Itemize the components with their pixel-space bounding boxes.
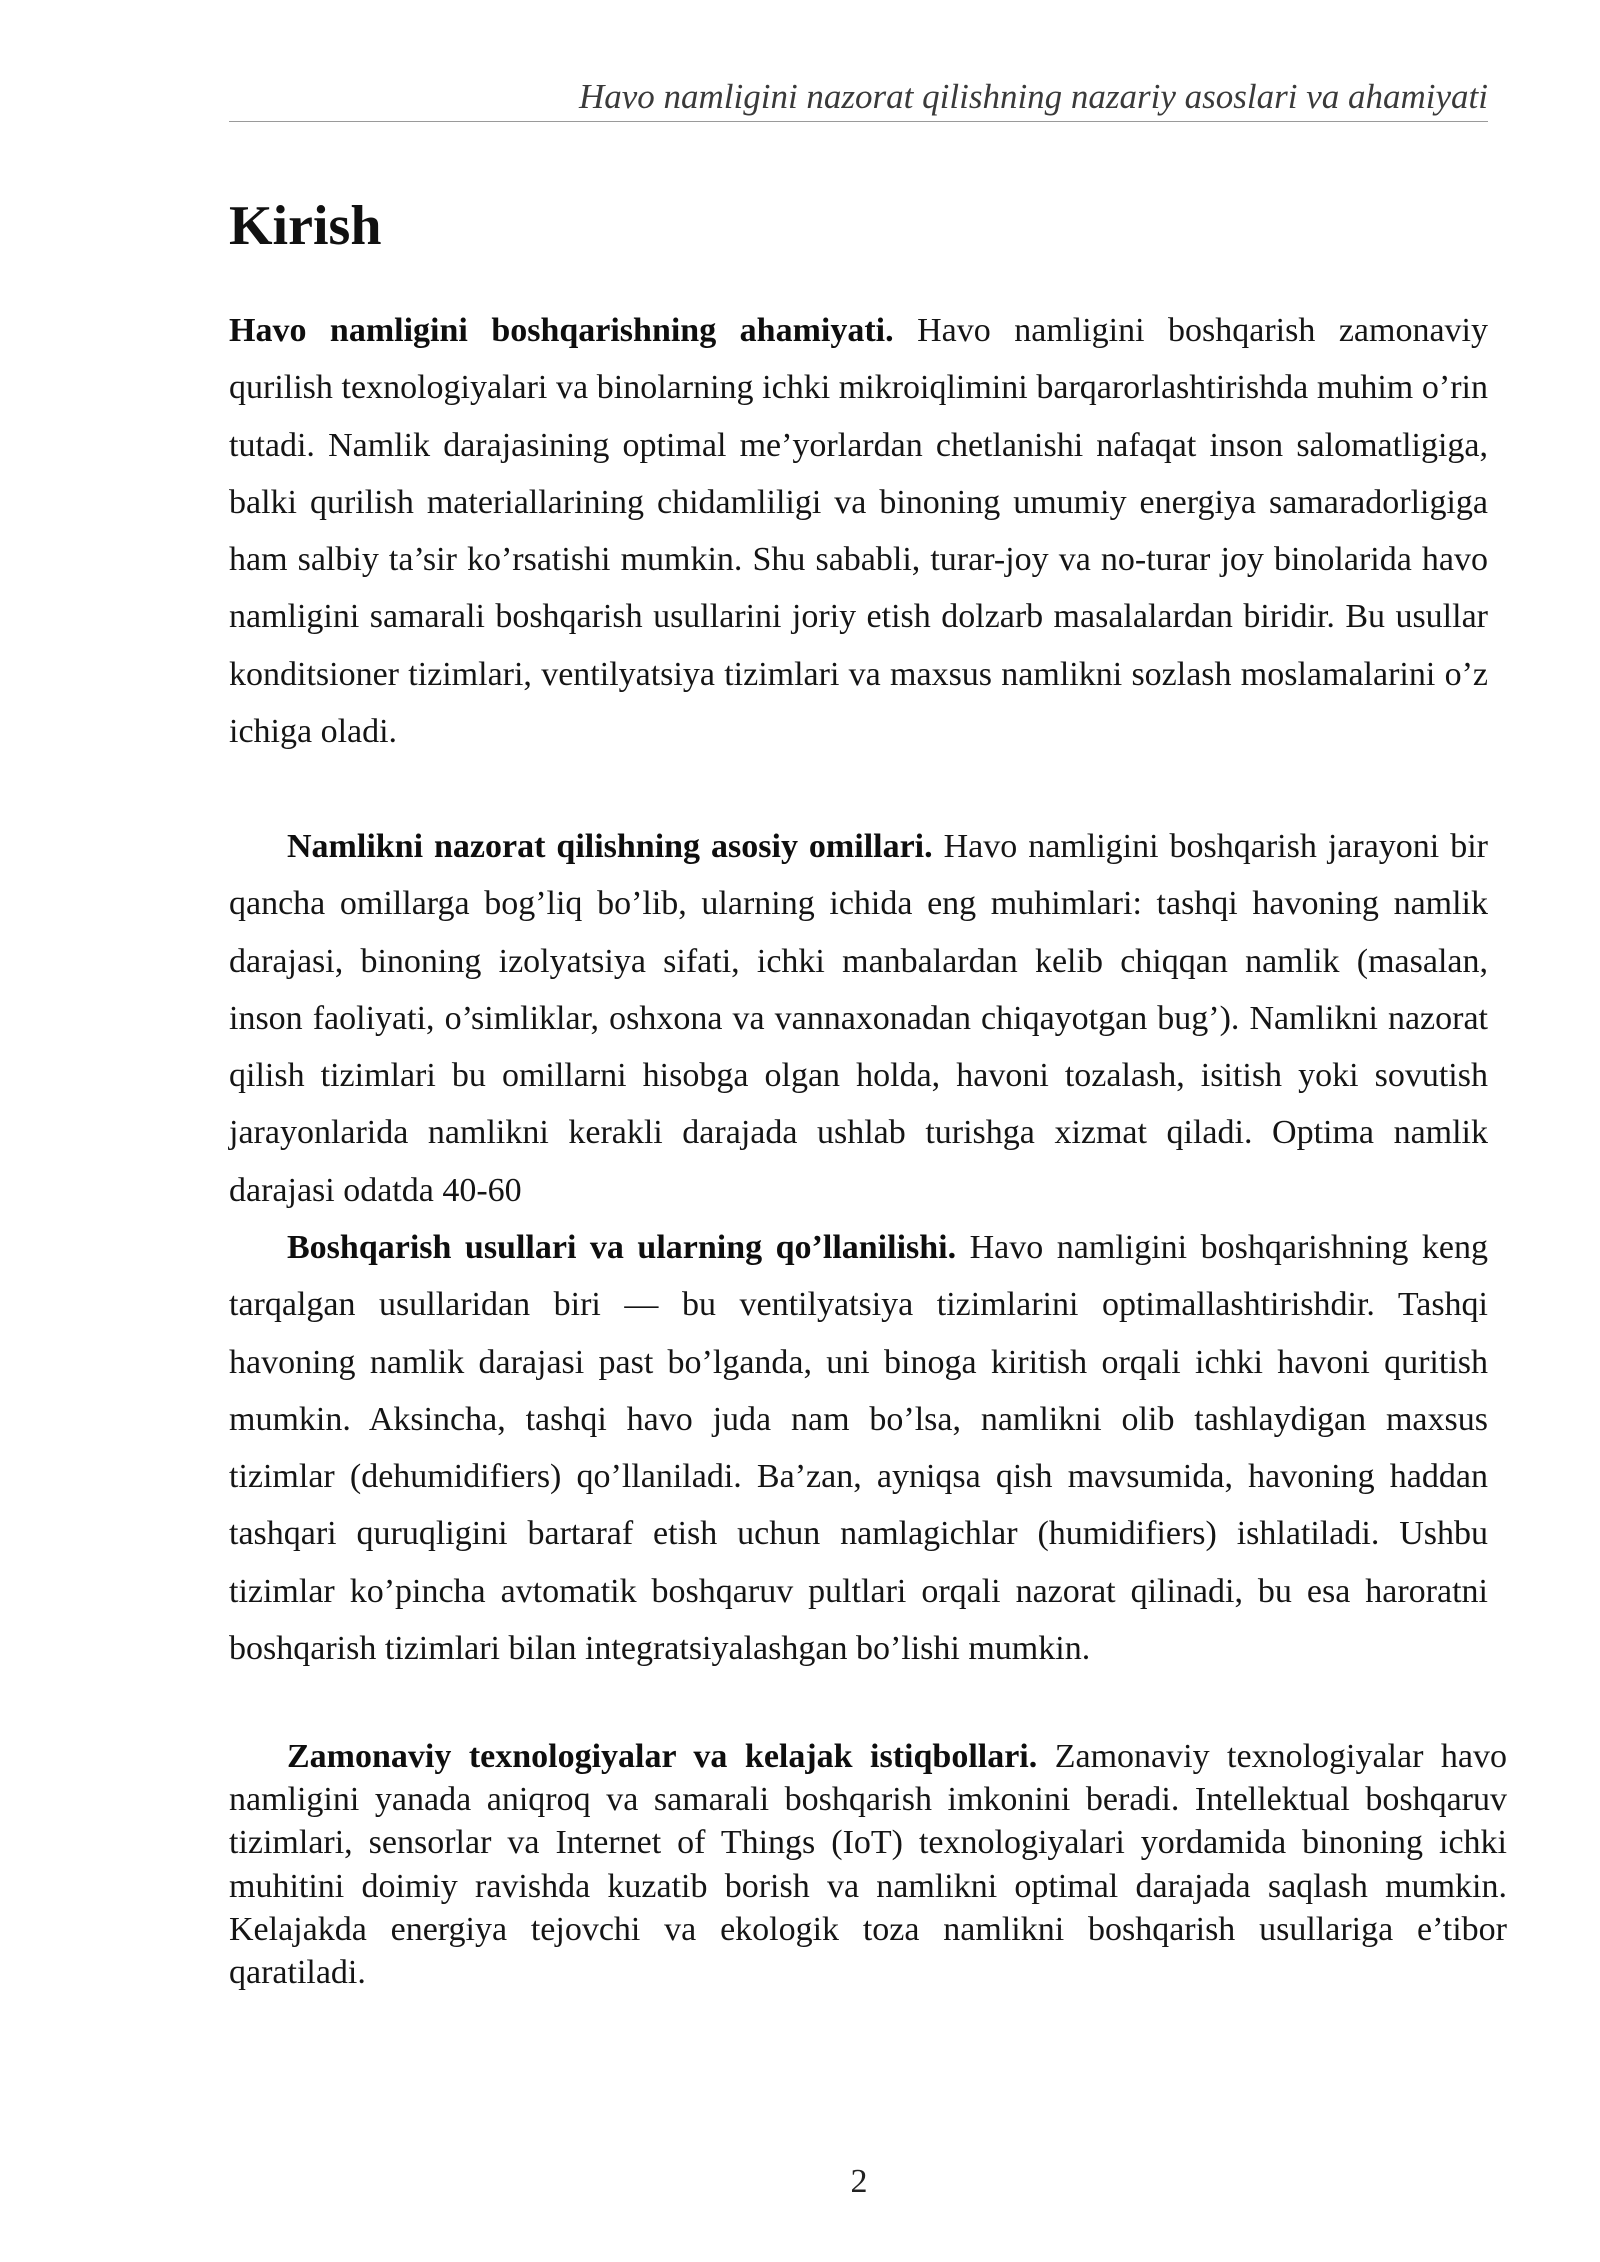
paragraph-heading: Boshqarish usullari va ularning qo’llanilishi.: [287, 1229, 957, 1266]
paragraph-heading: Zamonaviy texnologiyalar va kelajak istiqbollari.: [287, 1738, 1038, 1775]
paragraph-heading: Namlikni nazorat qilishning asosiy omillari.: [287, 828, 933, 865]
paragraph-text: Havo namligini boshqarish jarayoni bir qancha omillarga bog’liq bo’lib, ularning ichida eng muhimlari: tashqi havoning namlik darajasi, binoning izolyatsiya sifati, ichki manbalardan kelib chiqqan namlik (masalan, inson faoliyati, o’simliklar, oshxona va vannaxonadan chiqayotgan bug’). Namlikni nazorat qilish tizimlari bu omillarni hisobga olgan holda, havoni tozalash, isitish yoki sovutish jarayonlarida namlikni kerakli darajada ushlab turishga xizmat qiladi. Optima namlik darajasi odatda 40-60: [229, 828, 1488, 1209]
paragraph-modern-technologies: [229, 1735, 1507, 1994]
chapter-title: Kirish: [229, 195, 382, 257]
paragraph-text: Havo namligini boshqarishning keng tarqalgan usullaridan biri — bu ventilyatsiya tizimlarini optimallashtirishdir. Tashqi havoning namlik darajasi past bo’lganda, uni binoga kiritish orqali ichki havoni quritish mumkin. Aksincha, tashqi havo juda nam bo’lsa, namlikni olib tashlaydigan maxsus tizimlar (dehumidifiers) qo’llaniladi. Ba’zan, ayniqsa qish mavsumida, havoning haddan tashqari quruqligini bartaraf etish uchun namlagichlar (humidifiers) ishlatiladi. Ushbu tizimlar ko’pincha avtomatik boshqaruv pultlari orqali nazorat qilinadi, bu esa haroratni boshqarish tizimlari bilan integratsiyalashgan bo’lishi mumkin.: [229, 1229, 1488, 1668]
running-header: Havo namligini nazorat qilishning nazariy asoslari va ahamiyati: [229, 72, 1488, 122]
page-number: 2: [850, 2163, 868, 2200]
paragraph-control-factors: [229, 818, 1488, 1219]
paragraph-heading: Havo namligini boshqarishning ahamiyati.: [229, 312, 894, 349]
paragraph-control-methods: [229, 1219, 1488, 1677]
paragraph-importance: [229, 302, 1488, 760]
paragraph-text: Zamonaviy texnologiyalar havo namligini yanada aniqroq va samarali boshqarish imkonini beradi. Intellektual boshqaruv tizimlari, sensorlar va Internet of Things (IoT) texnologiyalari yordamida binoning ichki muhitini doimiy ravishda kuzatib borish va namlikni optimal darajada saqlash mumkin. Kelajakda energiya tejovchi va ekologik toza namlikni boshqarish usullariga e’tibor qaratiladi.: [229, 1738, 1507, 1992]
paragraph-text: Havo namligini boshqarish zamonaviy qurilish texnologiyalari va binolarning ichki mikroiqlimini barqarorlashtirishda muhim o’rin tutadi. Namlik darajasining optimal me’yorlardan chetlanishi nafaqat inson salomatligiga, balki qurilish materiallarining chidamliligi va binoning umumiy energiya samaradorligiga ham salbiy ta’sir ko’rsatishi mumkin. Shu sababli, turar-joy va no-turar joy binolarida havo namligini samarali boshqarish usullarini joriy etish dolzarb masalalardan biridir. Bu usullar konditsioner tizimlari, ventilyatsiya tizimlari va maxsus namlikni sozlash moslamalarini o’z ichiga oladi.: [229, 312, 1488, 751]
